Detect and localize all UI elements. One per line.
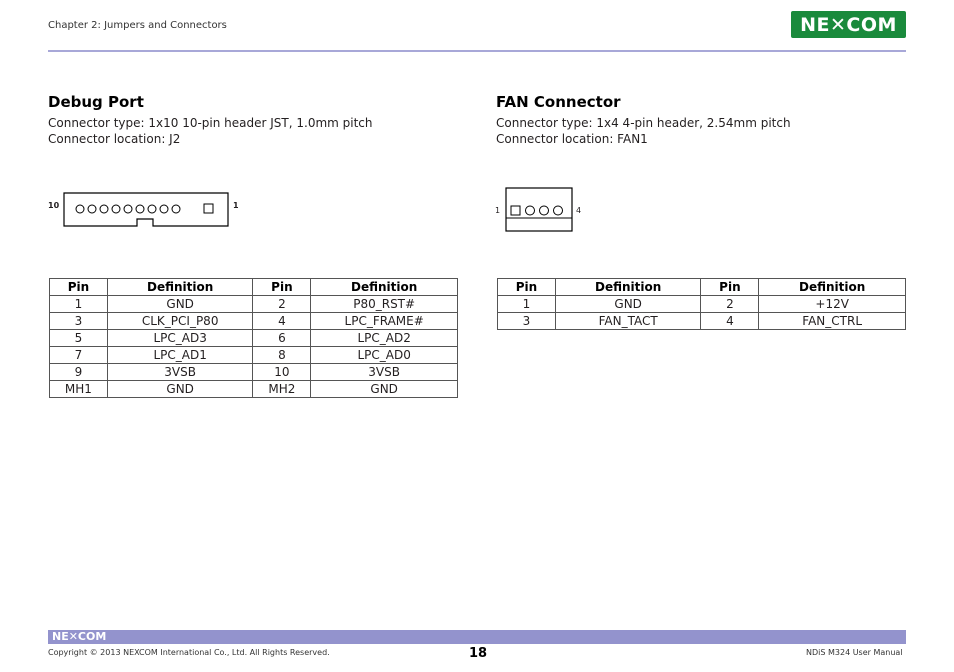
table-row bbox=[50, 381, 458, 398]
cell: LPC_AD0 bbox=[311, 347, 458, 364]
cell: FAN_TACT bbox=[555, 313, 701, 330]
cell: 3VSB bbox=[311, 364, 458, 381]
header-pin: Pin bbox=[50, 279, 108, 296]
cell: GND bbox=[107, 296, 253, 313]
footer-logo: NE✕COM bbox=[52, 630, 107, 643]
cell: 3 bbox=[498, 313, 556, 330]
cell: GND bbox=[107, 381, 253, 398]
header-definition: Definition bbox=[311, 279, 458, 296]
cell: GND bbox=[555, 296, 701, 313]
footer-bar bbox=[48, 630, 906, 644]
header-definition: Definition bbox=[759, 279, 906, 296]
debug-port-type: Connector type: 1x10 10-pin header JST, 1.0mm pitch bbox=[48, 116, 373, 130]
cell: 9 bbox=[50, 364, 108, 381]
cell: LPC_FRAME# bbox=[311, 313, 458, 330]
table-header-row bbox=[50, 279, 458, 296]
fan-connector-type: Connector type: 1x4 4-pin header, 2.54mm pitch bbox=[496, 116, 791, 130]
cell: 4 bbox=[253, 313, 311, 330]
footer-decor-square bbox=[891, 630, 898, 637]
header-pin: Pin bbox=[253, 279, 311, 296]
cell: 8 bbox=[253, 347, 311, 364]
fan-connector-diagram bbox=[505, 187, 573, 232]
cell: MH1 bbox=[50, 381, 108, 398]
cell: CLK_PCI_P80 bbox=[107, 313, 253, 330]
chapter-title: Chapter 2: Jumpers and Connectors bbox=[48, 20, 227, 31]
debug-pin-label-right: 1 bbox=[233, 201, 239, 210]
fan-connector-pin-table bbox=[497, 278, 906, 330]
cell: +12V bbox=[759, 296, 906, 313]
table-row bbox=[50, 330, 458, 347]
fan-connector-title: FAN Connector bbox=[496, 93, 621, 111]
debug-port-location: Connector location: J2 bbox=[48, 132, 181, 146]
debug-port-pin-table bbox=[49, 278, 458, 398]
table-row bbox=[498, 313, 906, 330]
table-row bbox=[498, 296, 906, 313]
logo-text: NE✕COM bbox=[800, 13, 897, 36]
page-number: 18 bbox=[469, 646, 488, 661]
cell: FAN_CTRL bbox=[759, 313, 906, 330]
manual-title: NDiS M324 User Manual bbox=[806, 648, 903, 657]
cell: 7 bbox=[50, 347, 108, 364]
header-definition: Definition bbox=[107, 279, 253, 296]
fan-connector-location: Connector location: FAN1 bbox=[496, 132, 648, 146]
cell: 2 bbox=[701, 296, 759, 313]
cell: 5 bbox=[50, 330, 108, 347]
table-header-row bbox=[498, 279, 906, 296]
table-row bbox=[50, 313, 458, 330]
header-definition: Definition bbox=[555, 279, 701, 296]
fan-pin-label-left: 1 bbox=[495, 206, 501, 215]
cell: LPC_AD1 bbox=[107, 347, 253, 364]
cell: 6 bbox=[253, 330, 311, 347]
footer-decor-square bbox=[899, 638, 906, 644]
table-row bbox=[50, 364, 458, 381]
header-divider bbox=[48, 50, 906, 52]
debug-pin-label-left: 10 bbox=[48, 201, 60, 210]
cell: GND bbox=[311, 381, 458, 398]
header-pin: Pin bbox=[498, 279, 556, 296]
cell: P80_RST# bbox=[311, 296, 458, 313]
debug-port-title: Debug Port bbox=[48, 93, 144, 111]
footer-decor-square bbox=[891, 638, 898, 644]
table-row bbox=[50, 347, 458, 364]
cell: 1 bbox=[498, 296, 556, 313]
cell: 4 bbox=[701, 313, 759, 330]
cell: 10 bbox=[253, 364, 311, 381]
header-pin: Pin bbox=[701, 279, 759, 296]
table-row bbox=[50, 296, 458, 313]
cell: 3VSB bbox=[107, 364, 253, 381]
cell: 1 bbox=[50, 296, 108, 313]
cell: LPC_AD3 bbox=[107, 330, 253, 347]
nexcom-logo bbox=[791, 11, 906, 38]
fan-pin-label-right: 4 bbox=[576, 206, 582, 215]
cell: MH2 bbox=[253, 381, 311, 398]
debug-connector-diagram bbox=[63, 192, 229, 228]
copyright-text: Copyright © 2013 NEXCOM International Co., Ltd. All Rights Reserved. bbox=[48, 648, 330, 657]
cell: 2 bbox=[253, 296, 311, 313]
cell: 3 bbox=[50, 313, 108, 330]
cell: LPC_AD2 bbox=[311, 330, 458, 347]
